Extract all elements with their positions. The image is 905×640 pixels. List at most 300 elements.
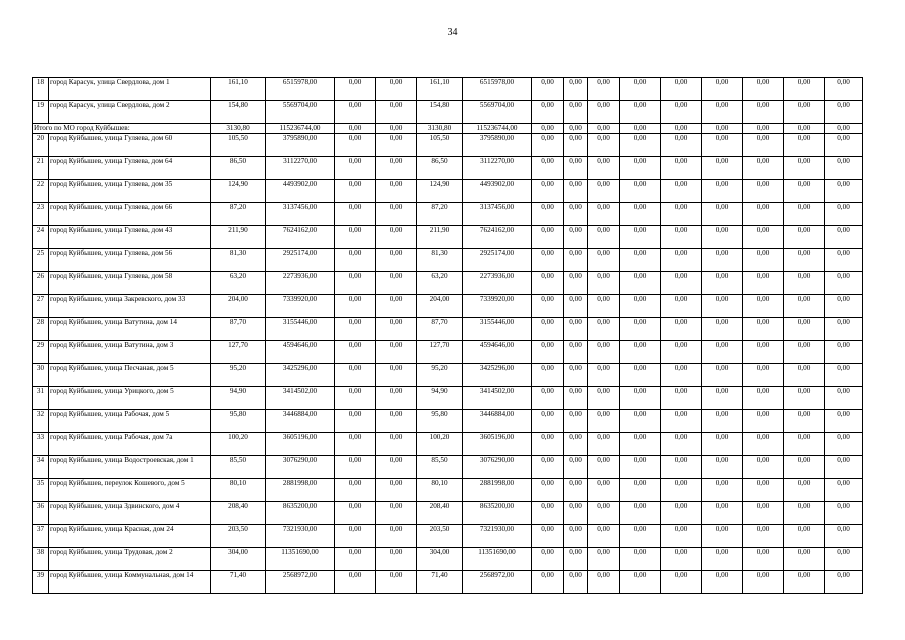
value-cell: 0,00: [784, 124, 825, 134]
value-cell: 0,00: [743, 295, 784, 318]
value-cell: 0,00: [825, 433, 863, 456]
value-cell: 0,00: [564, 78, 588, 101]
value-cell: 6515978,00: [463, 78, 532, 101]
value-cell: 0,00: [743, 387, 784, 410]
value-cell: 0,00: [376, 101, 417, 124]
value-cell: 0,00: [661, 180, 702, 203]
value-cell: 0,00: [588, 525, 620, 548]
value-cell: 0,00: [335, 410, 376, 433]
value-cell: 2568972,00: [463, 571, 532, 594]
value-cell: 0,00: [532, 249, 564, 272]
value-cell: 0,00: [564, 157, 588, 180]
value-cell: 0,00: [588, 456, 620, 479]
value-cell: 0,00: [335, 479, 376, 502]
total-row: [33, 124, 863, 134]
value-cell: 0,00: [743, 78, 784, 101]
value-cell: 0,00: [702, 226, 743, 249]
value-cell: 0,00: [702, 249, 743, 272]
value-cell: 0,00: [564, 410, 588, 433]
value-cell: 0,00: [588, 433, 620, 456]
value-cell: 0,00: [376, 410, 417, 433]
value-cell: 3155446,00: [463, 318, 532, 341]
value-cell: 0,00: [335, 134, 376, 157]
value-cell: 0,00: [588, 341, 620, 364]
table-row: [33, 525, 863, 548]
value-cell: 0,00: [335, 571, 376, 594]
value-cell: 87,70: [211, 318, 266, 341]
value-cell: 124,90: [211, 180, 266, 203]
value-cell: 0,00: [825, 456, 863, 479]
address-cell: город Куйбышев, улица Рабочая, дом 5: [49, 410, 211, 433]
value-cell: 0,00: [825, 124, 863, 134]
value-cell: 0,00: [335, 157, 376, 180]
value-cell: 304,00: [211, 548, 266, 571]
value-cell: 0,00: [784, 364, 825, 387]
address-cell: город Куйбышев, улица Гуляева, дом 58: [49, 272, 211, 295]
value-cell: 87,70: [417, 318, 463, 341]
value-cell: 8635200,00: [463, 502, 532, 525]
value-cell: 0,00: [335, 226, 376, 249]
value-cell: 2881998,00: [463, 479, 532, 502]
value-cell: 0,00: [661, 456, 702, 479]
value-cell: 0,00: [532, 410, 564, 433]
value-cell: 0,00: [532, 295, 564, 318]
value-cell: 0,00: [743, 134, 784, 157]
value-cell: 0,00: [784, 272, 825, 295]
row-number: 39: [33, 571, 49, 594]
table-body: [33, 78, 863, 594]
value-cell: 63,20: [211, 272, 266, 295]
row-number: 27: [33, 295, 49, 318]
value-cell: 0,00: [620, 456, 661, 479]
value-cell: 0,00: [620, 364, 661, 387]
housing-registry-table: [32, 77, 863, 594]
value-cell: 0,00: [661, 341, 702, 364]
value-cell: 0,00: [743, 226, 784, 249]
value-cell: 2273936,00: [266, 272, 335, 295]
value-cell: 0,00: [661, 479, 702, 502]
value-cell: 7321930,00: [266, 525, 335, 548]
value-cell: 0,00: [588, 249, 620, 272]
value-cell: 7321930,00: [463, 525, 532, 548]
value-cell: 0,00: [702, 502, 743, 525]
value-cell: 0,00: [784, 502, 825, 525]
table-row: [33, 203, 863, 226]
value-cell: 0,00: [588, 124, 620, 134]
value-cell: 0,00: [825, 571, 863, 594]
value-cell: 0,00: [620, 272, 661, 295]
value-cell: 0,00: [564, 387, 588, 410]
value-cell: 0,00: [588, 295, 620, 318]
value-cell: 7624162,00: [463, 226, 532, 249]
value-cell: 105,50: [211, 134, 266, 157]
value-cell: 115236744,00: [266, 124, 335, 134]
value-cell: 0,00: [702, 364, 743, 387]
value-cell: 0,00: [825, 203, 863, 226]
value-cell: 0,00: [532, 203, 564, 226]
value-cell: 0,00: [376, 157, 417, 180]
value-cell: 0,00: [376, 525, 417, 548]
value-cell: 8635200,00: [266, 502, 335, 525]
value-cell: 86,50: [417, 157, 463, 180]
value-cell: 0,00: [661, 101, 702, 124]
value-cell: 0,00: [825, 249, 863, 272]
value-cell: 127,70: [417, 341, 463, 364]
value-cell: 0,00: [620, 134, 661, 157]
value-cell: 11351690,00: [266, 548, 335, 571]
row-number: 22: [33, 180, 49, 203]
value-cell: 0,00: [743, 410, 784, 433]
value-cell: 0,00: [702, 456, 743, 479]
value-cell: 0,00: [825, 134, 863, 157]
table-row: [33, 295, 863, 318]
value-cell: 0,00: [743, 272, 784, 295]
value-cell: 0,00: [661, 226, 702, 249]
value-cell: 3425296,00: [463, 364, 532, 387]
value-cell: 0,00: [702, 295, 743, 318]
value-cell: 0,00: [620, 479, 661, 502]
value-cell: 0,00: [376, 502, 417, 525]
value-cell: 0,00: [743, 479, 784, 502]
value-cell: 0,00: [620, 571, 661, 594]
value-cell: 3137456,00: [266, 203, 335, 226]
value-cell: 0,00: [784, 456, 825, 479]
value-cell: 0,00: [588, 272, 620, 295]
value-cell: 4594646,00: [463, 341, 532, 364]
value-cell: 0,00: [620, 249, 661, 272]
value-cell: 0,00: [702, 571, 743, 594]
value-cell: 0,00: [532, 479, 564, 502]
value-cell: 0,00: [743, 341, 784, 364]
value-cell: 0,00: [376, 272, 417, 295]
value-cell: 0,00: [376, 318, 417, 341]
value-cell: 2925174,00: [266, 249, 335, 272]
value-cell: 0,00: [661, 318, 702, 341]
address-cell: город Карасук, улица Свердлова, дом 2: [49, 101, 211, 124]
value-cell: 0,00: [532, 456, 564, 479]
table-row: [33, 101, 863, 124]
value-cell: 95,20: [417, 364, 463, 387]
value-cell: 0,00: [661, 525, 702, 548]
value-cell: 7624162,00: [266, 226, 335, 249]
value-cell: 0,00: [376, 124, 417, 134]
address-cell: город Куйбышев, улица Урицкого, дом 5: [49, 387, 211, 410]
value-cell: 0,00: [376, 134, 417, 157]
value-cell: 0,00: [532, 433, 564, 456]
value-cell: 0,00: [661, 548, 702, 571]
value-cell: 0,00: [564, 295, 588, 318]
value-cell: 0,00: [588, 226, 620, 249]
row-number: 38: [33, 548, 49, 571]
value-cell: 0,00: [661, 157, 702, 180]
value-cell: 0,00: [532, 226, 564, 249]
value-cell: 0,00: [532, 502, 564, 525]
address-cell: город Куйбышев, улица Коммунальная, дом 14: [49, 571, 211, 594]
value-cell: 0,00: [376, 203, 417, 226]
value-cell: 0,00: [564, 433, 588, 456]
value-cell: 0,00: [661, 249, 702, 272]
value-cell: 0,00: [335, 272, 376, 295]
value-cell: 204,00: [417, 295, 463, 318]
value-cell: 87,20: [417, 203, 463, 226]
value-cell: 0,00: [564, 502, 588, 525]
value-cell: 0,00: [564, 341, 588, 364]
row-number: 19: [33, 101, 49, 124]
value-cell: 0,00: [784, 479, 825, 502]
table-row: [33, 134, 863, 157]
value-cell: 0,00: [335, 318, 376, 341]
value-cell: 71,40: [417, 571, 463, 594]
value-cell: 0,00: [376, 479, 417, 502]
value-cell: 0,00: [564, 203, 588, 226]
address-cell: город Куйбышев, улица Гуляева, дом 43: [49, 226, 211, 249]
value-cell: 0,00: [335, 78, 376, 101]
value-cell: 211,90: [211, 226, 266, 249]
value-cell: 0,00: [661, 364, 702, 387]
value-cell: 0,00: [588, 479, 620, 502]
value-cell: 3446884,00: [463, 410, 532, 433]
value-cell: 0,00: [784, 134, 825, 157]
value-cell: 0,00: [588, 180, 620, 203]
value-cell: 0,00: [825, 410, 863, 433]
value-cell: 0,00: [784, 571, 825, 594]
value-cell: 0,00: [532, 318, 564, 341]
value-cell: 0,00: [743, 124, 784, 134]
value-cell: 3112270,00: [266, 157, 335, 180]
value-cell: 0,00: [702, 387, 743, 410]
value-cell: 4493902,00: [266, 180, 335, 203]
value-cell: 94,90: [417, 387, 463, 410]
address-cell: город Куйбышев, улица Трудовая, дом 2: [49, 548, 211, 571]
value-cell: 0,00: [588, 502, 620, 525]
value-cell: 6515978,00: [266, 78, 335, 101]
row-number: 20: [33, 134, 49, 157]
value-cell: 0,00: [784, 525, 825, 548]
value-cell: 0,00: [532, 525, 564, 548]
value-cell: 0,00: [588, 318, 620, 341]
table-row: [33, 387, 863, 410]
row-number: 24: [33, 226, 49, 249]
value-cell: 0,00: [702, 101, 743, 124]
value-cell: 0,00: [702, 410, 743, 433]
value-cell: 63,20: [417, 272, 463, 295]
value-cell: 95,20: [211, 364, 266, 387]
value-cell: 0,00: [784, 249, 825, 272]
value-cell: 0,00: [784, 101, 825, 124]
value-cell: 0,00: [702, 341, 743, 364]
value-cell: 85,50: [417, 456, 463, 479]
value-cell: 0,00: [661, 124, 702, 134]
table-row: [33, 226, 863, 249]
value-cell: 0,00: [784, 203, 825, 226]
table-row: [33, 180, 863, 203]
value-cell: 0,00: [702, 272, 743, 295]
value-cell: 0,00: [784, 226, 825, 249]
value-cell: 0,00: [588, 571, 620, 594]
value-cell: 0,00: [743, 249, 784, 272]
row-number: 25: [33, 249, 49, 272]
value-cell: 0,00: [825, 226, 863, 249]
table-row: [33, 456, 863, 479]
value-cell: 0,00: [335, 180, 376, 203]
value-cell: 11351690,00: [463, 548, 532, 571]
table-row: [33, 548, 863, 571]
value-cell: 0,00: [335, 101, 376, 124]
table-row: [33, 78, 863, 101]
value-cell: 0,00: [588, 134, 620, 157]
value-cell: 0,00: [825, 157, 863, 180]
value-cell: 3155446,00: [266, 318, 335, 341]
value-cell: 0,00: [620, 502, 661, 525]
value-cell: 0,00: [564, 479, 588, 502]
value-cell: 5569704,00: [266, 101, 335, 124]
value-cell: 0,00: [702, 134, 743, 157]
value-cell: 0,00: [588, 78, 620, 101]
value-cell: 0,00: [661, 272, 702, 295]
value-cell: 0,00: [784, 318, 825, 341]
value-cell: 100,20: [417, 433, 463, 456]
value-cell: 95,80: [417, 410, 463, 433]
value-cell: 0,00: [702, 157, 743, 180]
value-cell: 100,20: [211, 433, 266, 456]
value-cell: 0,00: [564, 318, 588, 341]
value-cell: 208,40: [211, 502, 266, 525]
value-cell: 0,00: [335, 433, 376, 456]
value-cell: 0,00: [784, 433, 825, 456]
value-cell: 3414502,00: [266, 387, 335, 410]
value-cell: 2881998,00: [266, 479, 335, 502]
value-cell: 0,00: [376, 226, 417, 249]
address-cell: город Куйбышев, улица Красная, дом 24: [49, 525, 211, 548]
value-cell: 0,00: [743, 456, 784, 479]
value-cell: 0,00: [335, 341, 376, 364]
address-cell: город Куйбышев, улица Гуляева, дом 66: [49, 203, 211, 226]
value-cell: 0,00: [825, 548, 863, 571]
address-cell: город Куйбышев, улица Рабочая, дом 7а: [49, 433, 211, 456]
table-row: [33, 502, 863, 525]
value-cell: 127,70: [211, 341, 266, 364]
address-cell: город Куйбышев, улица Песчаная, дом 5: [49, 364, 211, 387]
value-cell: 3130,80: [417, 124, 463, 134]
value-cell: 0,00: [620, 318, 661, 341]
value-cell: 0,00: [743, 548, 784, 571]
value-cell: 0,00: [825, 272, 863, 295]
value-cell: 0,00: [620, 433, 661, 456]
value-cell: 0,00: [564, 548, 588, 571]
row-number: 31: [33, 387, 49, 410]
table-row: [33, 157, 863, 180]
value-cell: 0,00: [702, 203, 743, 226]
value-cell: 71,40: [211, 571, 266, 594]
value-cell: 0,00: [702, 548, 743, 571]
value-cell: 2925174,00: [463, 249, 532, 272]
value-cell: 3795890,00: [463, 134, 532, 157]
value-cell: 0,00: [335, 502, 376, 525]
value-cell: 81,30: [417, 249, 463, 272]
value-cell: 0,00: [743, 525, 784, 548]
value-cell: 0,00: [702, 433, 743, 456]
value-cell: 0,00: [784, 157, 825, 180]
address-cell: город Куйбышев, улица Гуляева, дом 35: [49, 180, 211, 203]
value-cell: 105,50: [417, 134, 463, 157]
value-cell: 0,00: [825, 387, 863, 410]
value-cell: 0,00: [825, 180, 863, 203]
value-cell: 0,00: [588, 203, 620, 226]
value-cell: 0,00: [376, 78, 417, 101]
value-cell: 3076290,00: [463, 456, 532, 479]
value-cell: 161,10: [211, 78, 266, 101]
value-cell: 80,10: [417, 479, 463, 502]
value-cell: 0,00: [784, 387, 825, 410]
value-cell: 0,00: [335, 295, 376, 318]
value-cell: 0,00: [532, 78, 564, 101]
value-cell: 0,00: [661, 502, 702, 525]
table-row: [33, 341, 863, 364]
value-cell: 0,00: [588, 364, 620, 387]
value-cell: 0,00: [564, 101, 588, 124]
value-cell: 3130,80: [211, 124, 266, 134]
value-cell: 0,00: [564, 272, 588, 295]
value-cell: 4493902,00: [463, 180, 532, 203]
value-cell: 0,00: [564, 249, 588, 272]
value-cell: 161,10: [417, 78, 463, 101]
value-cell: 2273936,00: [463, 272, 532, 295]
value-cell: 0,00: [564, 124, 588, 134]
value-cell: 0,00: [532, 548, 564, 571]
value-cell: 0,00: [661, 571, 702, 594]
value-cell: 0,00: [564, 180, 588, 203]
value-cell: 0,00: [532, 134, 564, 157]
table-row: [33, 433, 863, 456]
value-cell: 0,00: [661, 295, 702, 318]
value-cell: 0,00: [588, 101, 620, 124]
total-label: Итого по МО город Куйбышев:: [33, 124, 211, 134]
row-number: 32: [33, 410, 49, 433]
value-cell: 0,00: [784, 341, 825, 364]
value-cell: 0,00: [661, 78, 702, 101]
value-cell: 87,20: [211, 203, 266, 226]
value-cell: 85,50: [211, 456, 266, 479]
value-cell: 0,00: [376, 433, 417, 456]
value-cell: 3795890,00: [266, 134, 335, 157]
value-cell: 4594646,00: [266, 341, 335, 364]
table-row: [33, 364, 863, 387]
value-cell: 0,00: [376, 571, 417, 594]
address-cell: город Куйбышев, улица Ватутина, дом 14: [49, 318, 211, 341]
value-cell: 0,00: [743, 101, 784, 124]
value-cell: 0,00: [661, 410, 702, 433]
value-cell: 0,00: [743, 433, 784, 456]
value-cell: 94,90: [211, 387, 266, 410]
value-cell: 0,00: [825, 525, 863, 548]
value-cell: 0,00: [743, 502, 784, 525]
value-cell: 0,00: [784, 548, 825, 571]
value-cell: 203,50: [417, 525, 463, 548]
table-row: [33, 272, 863, 295]
value-cell: 124,90: [417, 180, 463, 203]
value-cell: 5569704,00: [463, 101, 532, 124]
value-cell: 203,50: [211, 525, 266, 548]
value-cell: 204,00: [211, 295, 266, 318]
value-cell: 0,00: [825, 502, 863, 525]
table-row: [33, 318, 863, 341]
value-cell: 0,00: [620, 78, 661, 101]
value-cell: 0,00: [825, 295, 863, 318]
value-cell: 0,00: [376, 341, 417, 364]
value-cell: 3446884,00: [266, 410, 335, 433]
value-cell: 0,00: [661, 387, 702, 410]
address-cell: город Куйбышев, улица Гуляева, дом 64: [49, 157, 211, 180]
